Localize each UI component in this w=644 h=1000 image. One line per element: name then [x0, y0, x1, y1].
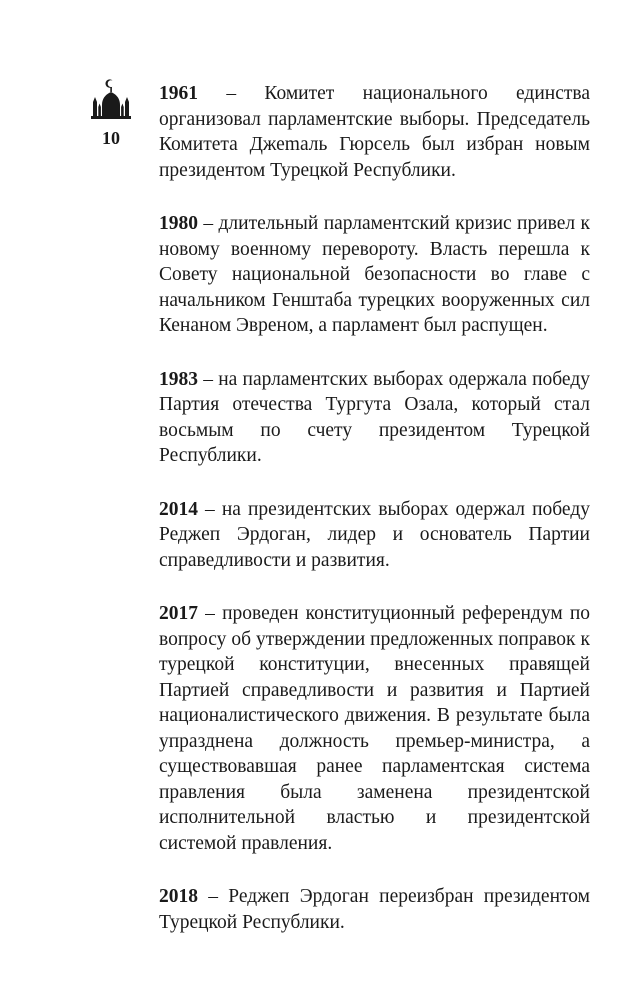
entry-dash: – [198, 603, 223, 624]
entry-dash: – [198, 886, 229, 907]
entry-year: 1961 [159, 83, 198, 104]
entry-text: Реджеп Эрдоган переизбран президентом Турецкой Республики. [159, 886, 591, 933]
entry-text: на президентских выборах одержал победу Реджеп Эрдоган, лидер и основатель Партии справедливости и развития. [159, 498, 591, 571]
entry-text: длительный парламентский кризис привел к новому военному перевороту. Власть перешла к Совету национальной безопасности во главе с начальником Генштаба турецких вооруженных сил Кенаном Эвреном, а парламент был распущен. [159, 213, 590, 336]
entry-year: 1983 [159, 368, 198, 390]
entry-year: 1980 [159, 213, 198, 234]
entry-dash: – [198, 498, 222, 520]
chronology-list [159, 81, 590, 963]
entry-dash: – [198, 368, 219, 390]
entry-year: 2017 [159, 603, 198, 624]
entry-text: проведен конституционный референдум по вопросу об утверждении предложенных поправок к турецкой конституции, внесенных правящей Партией справедливости и развития и Партией националистического движения. В результате была упразднена должность премьер-министра, а существовавшая ранее парламентская система правления была заменена президентской исполнительной властью и президентской системой правления. [159, 603, 590, 854]
entry-text: Комитет национального единства организовал парламентские выборы. Председатель Комитета Джеmаль Гюрсель был избран новым президентом Турецкой Республики. [159, 83, 590, 181]
entry-text: на парламентских выборах одержала победу Партия отечества Тургута Озала, который стал восьмым по счету президентом Турецкой Республики. [159, 368, 591, 466]
chronology-entry [159, 211, 590, 339]
page-number: 10 [102, 128, 120, 148]
entry-year: 2018 [159, 886, 198, 907]
entry-year: 2014 [159, 498, 198, 520]
chronology-entry [159, 884, 590, 935]
chronology-entry [159, 367, 590, 469]
entry-dash: – [198, 83, 265, 104]
entry-dash: – [198, 213, 219, 234]
chronology-entry [159, 81, 590, 183]
chronology-entry [159, 497, 590, 574]
mosque-icon [88, 78, 134, 124]
chronology-entry [159, 601, 590, 856]
